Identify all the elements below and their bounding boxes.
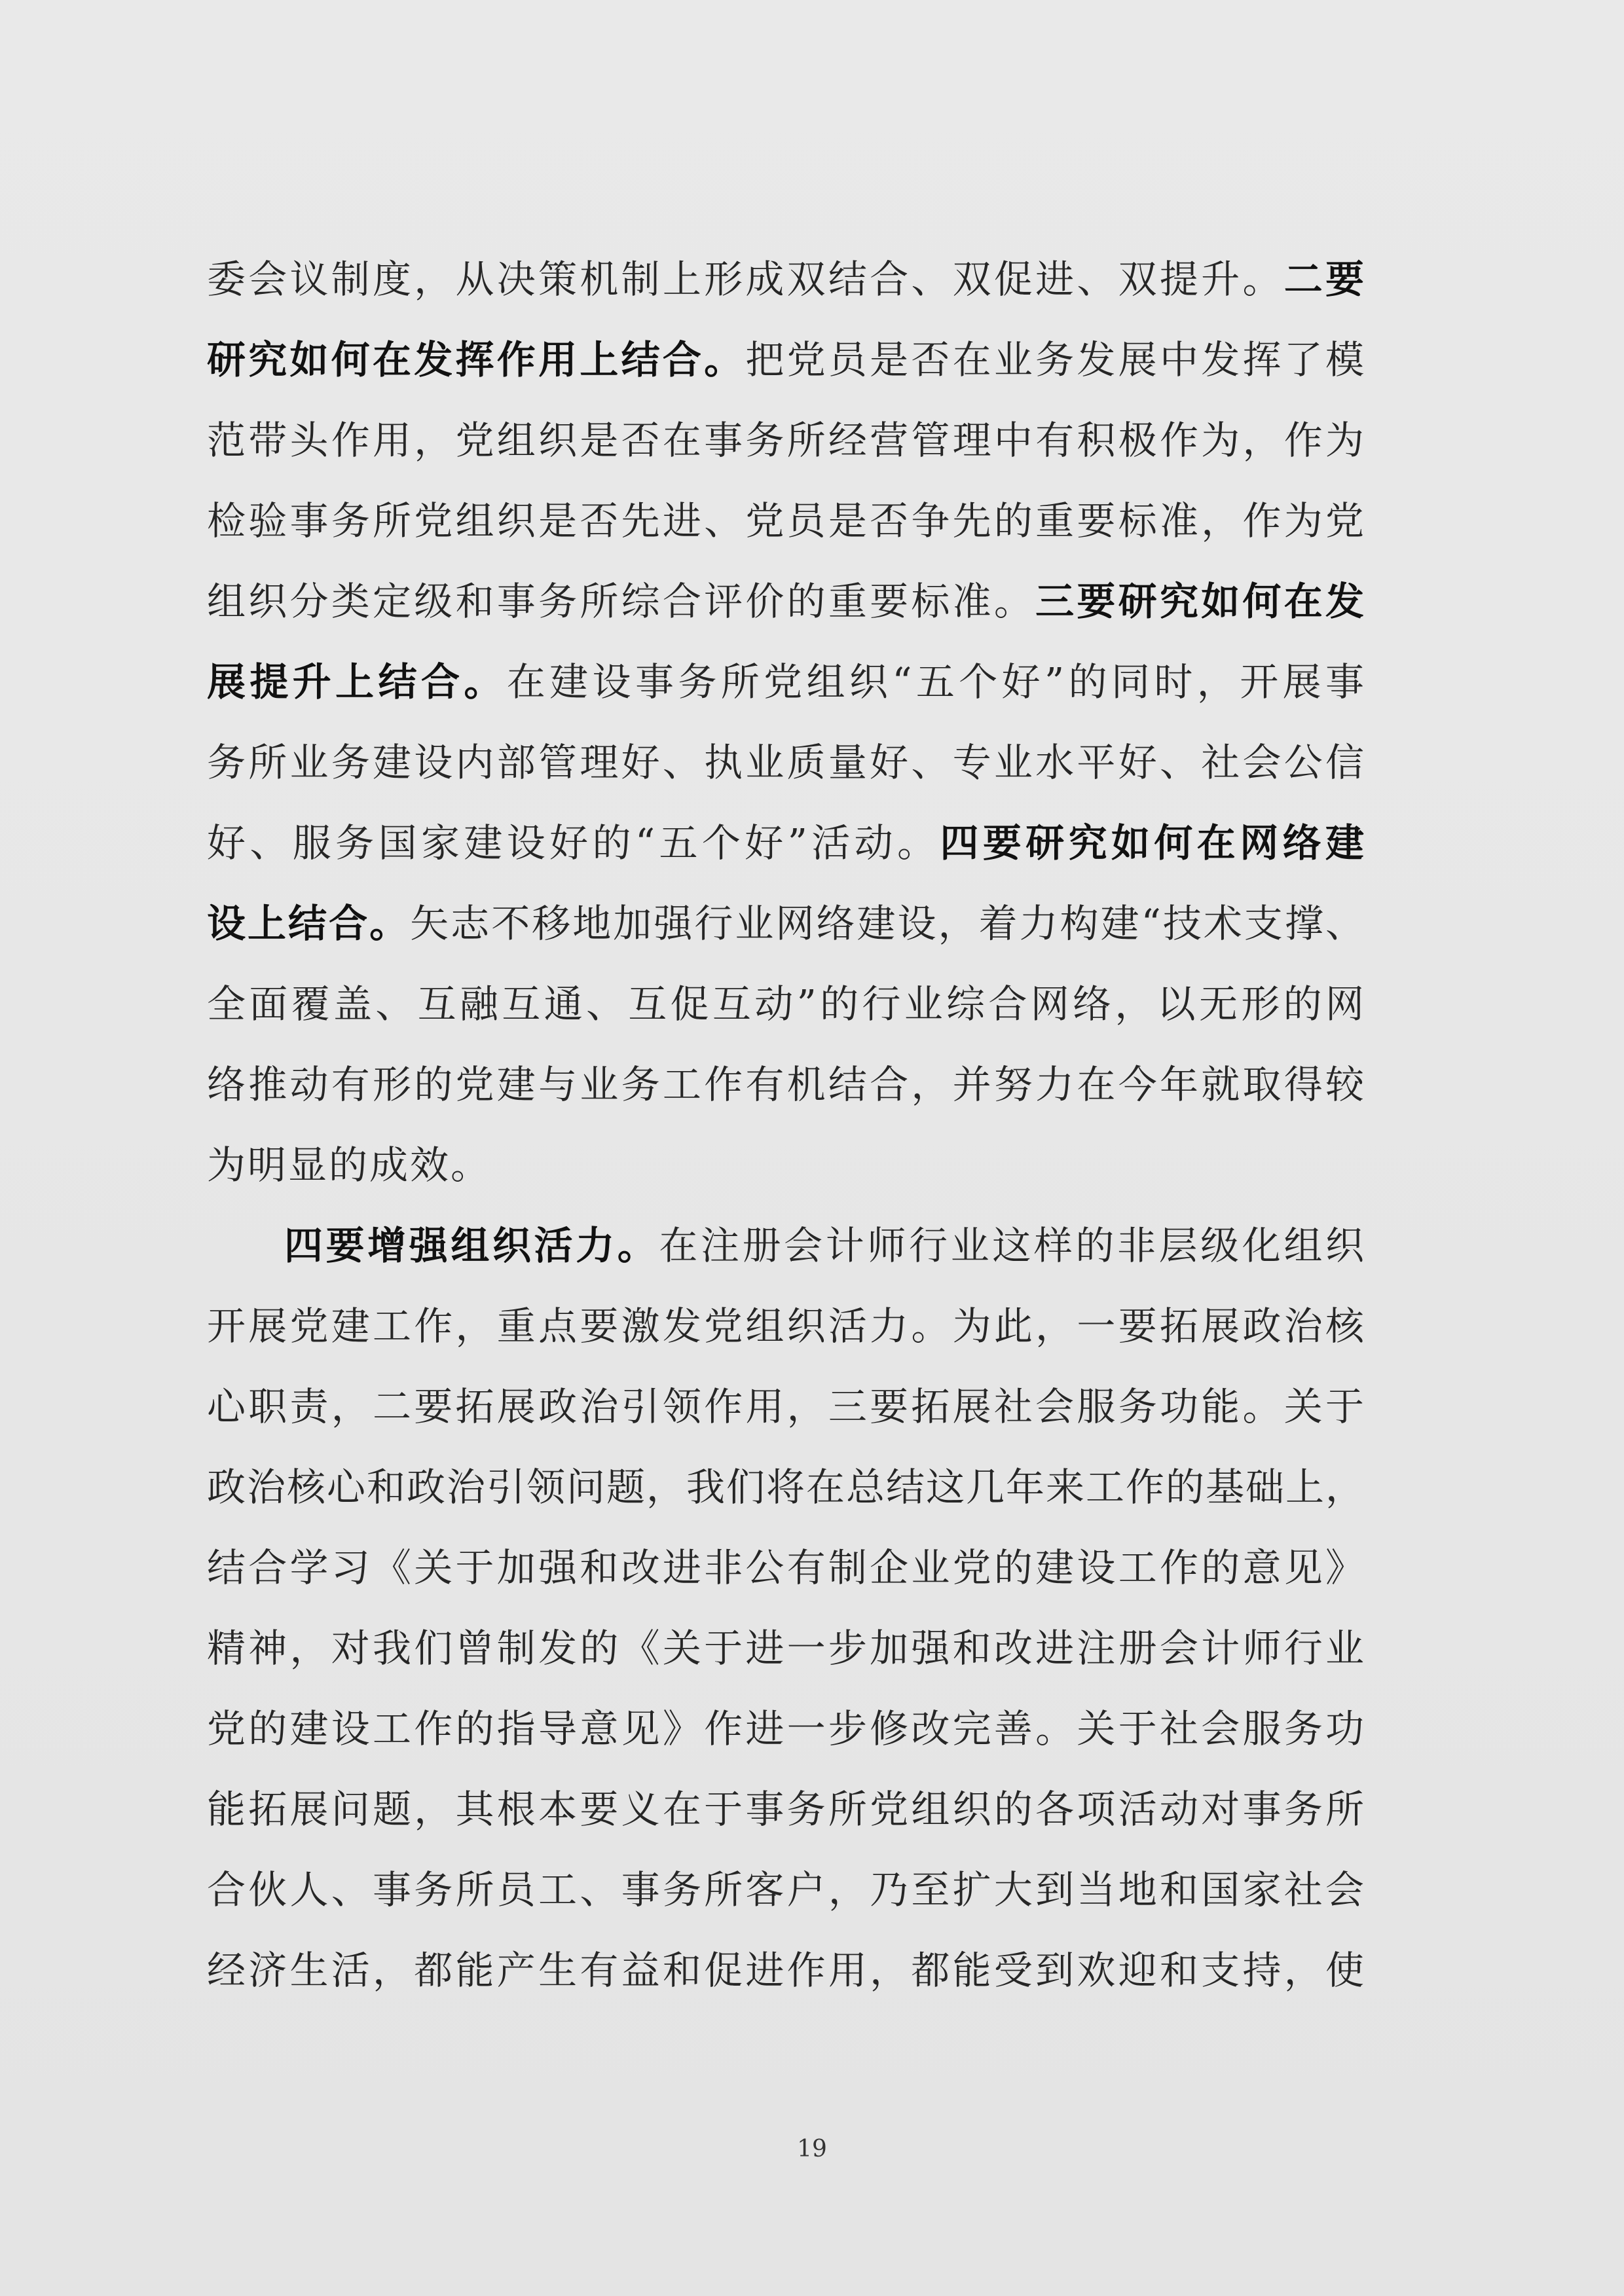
text-line-19: [207, 1696, 1365, 1762]
text-line-10: [207, 972, 1365, 1037]
text-run: 全面覆盖、互融互通、互促互动”的行业综合网络，以无形的网: [207, 981, 1365, 1027]
text-run: 好、服务国家建设好的“五个好”活动。: [207, 820, 940, 866]
text-line-14: [207, 1294, 1365, 1359]
bold-heading-run: 四要增强组织活力。: [284, 1223, 659, 1268]
text-line-8: [207, 811, 1365, 876]
bold-heading-run: 设上结合。: [207, 901, 411, 946]
text-line-21: [207, 1857, 1365, 1923]
text-run: 能拓展问题，其根本要义在于事务所党组织的各项活动对事务所: [207, 1787, 1365, 1832]
text-run: 开展党建工作，重点要激发党组织活力。为此，一要拓展政治核: [207, 1303, 1365, 1349]
text-run: 经济生活，都能产生有益和促进作用，都能受到欢迎和支持，使: [207, 1948, 1365, 1993]
text-run: 政治核心和政治引领问题，我们将在总结这几年来工作的基础上，: [207, 1465, 1365, 1510]
text-line-13: [207, 1213, 1365, 1279]
text-run: 把党员是否在业务发展中发挥了模: [745, 337, 1365, 382]
text-run: 党的建设工作的指导意见》作进一步修改完善。关于社会服务功: [207, 1706, 1365, 1751]
text-line-2: [207, 327, 1365, 393]
text-run: 在建设事务所党组织“五个好”的同时，开展事: [506, 659, 1365, 704]
text-line-17: [207, 1535, 1365, 1601]
text-run: 为明显的成效。: [207, 1142, 492, 1188]
text-line-1: [207, 247, 1365, 312]
text-line-5: [207, 569, 1365, 634]
text-run: 务所业务建设内部管理好、执业质量好、专业水平好、社会公信: [207, 740, 1365, 785]
text-line-16: [207, 1455, 1365, 1520]
bold-heading-run: 二要: [1283, 257, 1365, 302]
text-line-22: [207, 1938, 1365, 2003]
text-run: 络推动有形的党建与业务工作有机结合，并努力在今年就取得较: [207, 1062, 1365, 1107]
text-line-20: [207, 1777, 1365, 1842]
text-run: 委会议制度，从决策机制上形成双结合、双促进、双提升。: [207, 257, 1284, 302]
text-line-4: [207, 488, 1365, 554]
text-line-18: [207, 1616, 1365, 1681]
text-run: 组织分类定级和事务所综合评价的重要标准。: [207, 579, 1036, 624]
text-line-6: [207, 649, 1365, 715]
bold-heading-run: 研究如何在发挥作用上结合。: [207, 337, 746, 382]
text-line-15: [207, 1374, 1365, 1440]
text-run: 心职责，二要拓展政治引领作用，三要拓展社会服务功能。关于: [207, 1384, 1365, 1429]
bold-heading-run: 四要研究如何在网络建: [940, 820, 1365, 866]
bold-heading-run: 展提升上结合。: [207, 659, 507, 704]
text-line-9: [207, 891, 1365, 957]
text-line-7: [207, 730, 1365, 795]
page-number: 19: [797, 2136, 827, 2162]
text-run: 矢志不移地加强行业网络建设，着力构建“技术支撑、: [410, 901, 1365, 946]
text-run: 结合学习《关于加强和改进非公有制企业党的建设工作的意见》: [207, 1545, 1365, 1590]
text-run: 合伙人、事务所员工、事务所客户，乃至扩大到当地和国家社会: [207, 1867, 1365, 1912]
text-run: 范带头作用，党组织是否在事务所经营管理中有积极作为，作为: [207, 418, 1365, 463]
text-run: 在注册会计师行业这样的非层级化组织: [659, 1223, 1365, 1268]
text-run: 检验事务所党组织是否先进、党员是否争先的重要标准，作为党: [207, 498, 1365, 543]
text-line-12: [207, 1133, 1365, 1198]
text-line-3: [207, 408, 1365, 473]
text-run: 精神，对我们曾制发的《关于进一步加强和改进注册会计师行业: [207, 1626, 1365, 1671]
text-line-11: [207, 1052, 1365, 1118]
bold-heading-run: 三要研究如何在发: [1035, 579, 1365, 624]
